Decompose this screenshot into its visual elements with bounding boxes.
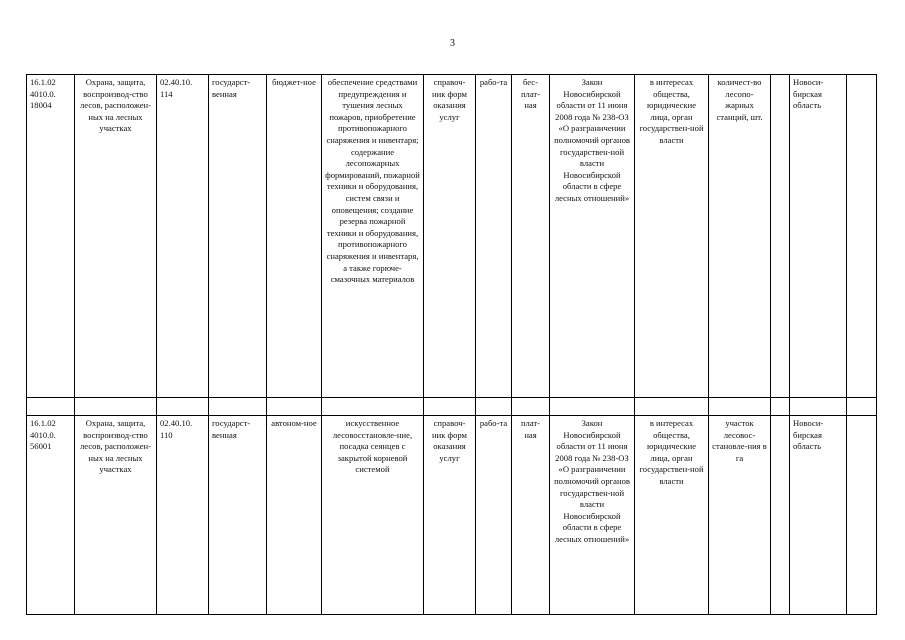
institution-type-cell: государст-венная bbox=[209, 75, 267, 398]
institution-kind-cell: бюджет-ное bbox=[267, 75, 322, 398]
indicator-cell: участок лесовос-становле-ния в га bbox=[709, 416, 771, 615]
okved-cell: 02.40.10. 114 bbox=[157, 75, 209, 398]
page-number: 3 bbox=[450, 38, 455, 49]
institution-type-cell: государст-венная bbox=[209, 416, 267, 615]
type-cell: рабо-та bbox=[476, 75, 512, 398]
law-cell: Закон Новосибирской области от 11 июня 2008 года № 238-ОЗ «О разграничении полномочий органов государствен-ной власти Новосибирской области в сфере лесных отношений» bbox=[550, 416, 635, 615]
extra-cell bbox=[771, 75, 790, 398]
registry-table bbox=[26, 74, 877, 615]
law-cell: Закон Новосибирской области от 11 июня 2008 года № 238-ОЗ «О разграничении полномочий органов государствен-ной власти Новосибирской области в сфере лесных отношений» bbox=[550, 75, 635, 398]
payment-cell: плат-ная bbox=[512, 416, 550, 615]
institution-kind-cell: автоном-ное bbox=[267, 416, 322, 615]
type-cell: рабо-та bbox=[476, 416, 512, 615]
service-name-cell: Охрана, защита, воспроизвод-ство лесов, расположен-ных на лесных участках bbox=[75, 75, 157, 398]
table-row bbox=[27, 416, 877, 615]
consumers-cell: в интересах общества, юридические лица, орган государствен-ной власти bbox=[635, 75, 709, 398]
service-name-cell: Охрана, защита, воспроизвод-ство лесов, расположен-ных на лесных участках bbox=[75, 416, 157, 615]
region-cell: Новоси-бирская область bbox=[790, 416, 847, 615]
spacer-row bbox=[27, 398, 877, 416]
content-cell: искусственное лесовосстановле-ние, посадка сеянцев с закрытой корневой системой bbox=[322, 416, 424, 615]
service-code-cell: 16.1.02 4010.0. 56001 bbox=[27, 416, 75, 615]
okved-cell: 02.40.10. 110 bbox=[157, 416, 209, 615]
table-row bbox=[27, 75, 877, 398]
service-code-cell: 16.1.02 4010.0. 18004 bbox=[27, 75, 75, 398]
consumers-cell: в интересах общества, юридические лица, орган государствен-ной власти bbox=[635, 416, 709, 615]
last-cell bbox=[847, 416, 877, 615]
form-cell: справоч-ник форм оказания услуг bbox=[424, 416, 476, 615]
indicator-cell: количест-во лесопо-жарных станций, шт. bbox=[709, 75, 771, 398]
region-cell: Новоси-бирская область bbox=[790, 75, 847, 398]
payment-cell: бес-плат-ная bbox=[512, 75, 550, 398]
extra-cell bbox=[771, 416, 790, 615]
content-cell: обеспечение средствами предупреждения и тушения лесных пожаров, приобретение противопожарного снаряжения и инвентаря; содержание лесопожарных формирований, пожарной техники и оборудования, систем связи и оповещения; создание резерва пожарной техники и оборудования, противопожарного снаряжения и инвентаря, а также горюче-смазочных материалов bbox=[322, 75, 424, 398]
last-cell bbox=[847, 75, 877, 398]
form-cell: справоч-ник форм оказания услуг bbox=[424, 75, 476, 398]
